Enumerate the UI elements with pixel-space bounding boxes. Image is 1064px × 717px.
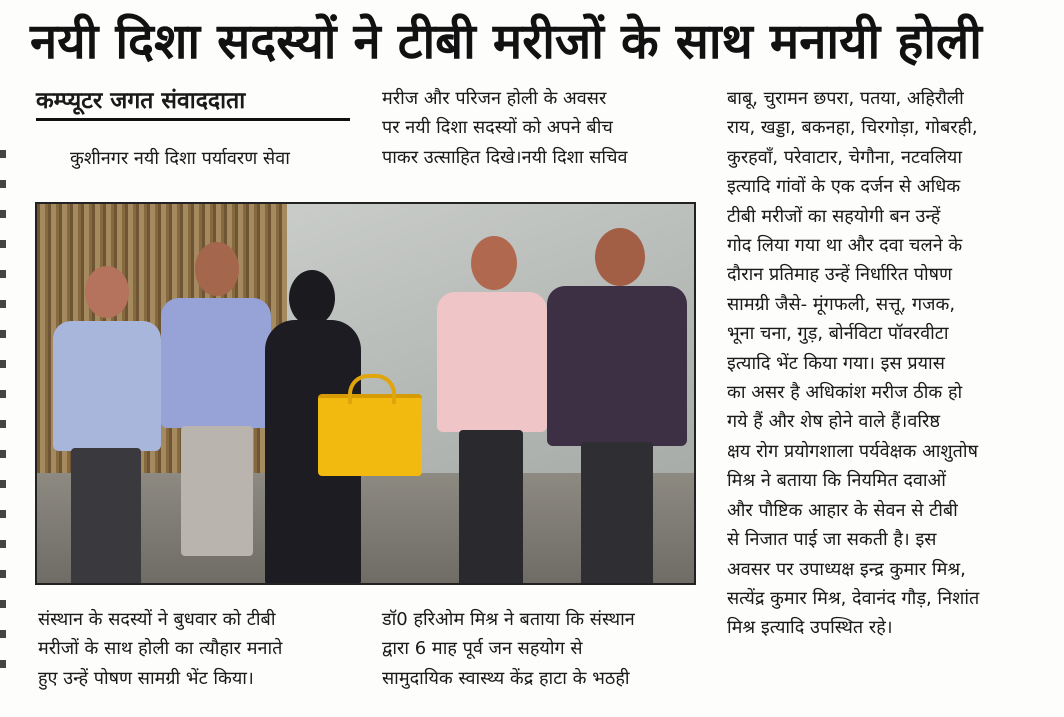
text-line: कुरहवाँ, परेवाटार, चेगौना, नटवलिया bbox=[727, 146, 963, 168]
byline: कम्प्यूटर जगत संवाददाता bbox=[36, 86, 350, 121]
text-line: टीबी मरीजों का सहयोगी बन उन्हें bbox=[727, 205, 941, 227]
adjacent-column-edge bbox=[0, 150, 6, 670]
text-line: सामग्री जैसे- मूंगफली, सत्तू, गजक, bbox=[727, 293, 956, 315]
text-line: भूना चना, गुड़, बोर्नविटा पॉवरवीटा bbox=[727, 323, 949, 345]
text-line: दौरान प्रतिमाह उन्हें निर्धारित पोषण bbox=[727, 264, 953, 286]
text-line: संस्थान के सदस्यों ने बुधवार को टीबी bbox=[38, 609, 276, 630]
article-column-left-bottom bbox=[38, 605, 354, 693]
text-line: बाबू, चुरामन छपरा, पतया, अहिरौली bbox=[727, 88, 964, 109]
headline: नयी दिशा सदस्यों ने टीबी मरीजों के साथ मनायी होली bbox=[30, 13, 982, 70]
person-4 bbox=[427, 236, 547, 585]
text-line: मरीज और परिजन होली के अवसर bbox=[382, 88, 607, 109]
article-column-middle-bottom bbox=[382, 605, 696, 693]
text-line: गोद लिया गया था और दवा चलने के bbox=[727, 235, 963, 257]
text-line: राय, खड्डा, बकनहा, चिरगोड़ा, गोबरही, bbox=[727, 117, 978, 139]
text-line: इत्यादि भेंट किया गया। इस प्रयास bbox=[727, 352, 945, 374]
text-line: मिश्र इत्यादि उपस्थित रहे। bbox=[727, 617, 893, 639]
text-line: हुए उन्हें पोषण सामग्री भेंट किया। bbox=[38, 667, 254, 689]
text-line: और पौष्टिक आहार के सेवन से टीबी bbox=[727, 499, 958, 521]
text-line: पर नयी दिशा सदस्यों को अपने बीच bbox=[382, 117, 613, 139]
text-line: अवसर पर उपाध्यक्ष इन्द्र कुमार मिश्र, bbox=[727, 558, 966, 580]
person-5 bbox=[547, 228, 687, 585]
lead-text: कुशीनगर नयी दिशा पर्यावरण सेवा bbox=[70, 148, 290, 169]
text-line: क्षय रोग प्रयोगशाला पर्यवेक्षक आशुतोष bbox=[727, 440, 978, 462]
text-line: डॉ0 हरिओम मिश्र ने बताया कि संस्थान bbox=[382, 609, 635, 630]
text-line: का असर है अधिकांश मरीज ठीक हो bbox=[727, 382, 963, 404]
text-line: सामुदायिक स्वास्थ्य केंद्र हाटा के भठही bbox=[382, 667, 630, 689]
text-line: मिश्र ने बताया कि नियमित दवाओं bbox=[727, 470, 946, 492]
text-line: गये हैं और शेष होने वाले हैं।वरिष्ठ bbox=[727, 411, 940, 433]
text-line: मरीजों के साथ होली का त्यौहार मनाते bbox=[38, 638, 283, 660]
text-line: इत्यादि गांवों के एक दर्जन से अधिक bbox=[727, 176, 961, 198]
article-column-right bbox=[727, 84, 1049, 643]
yellow-bag bbox=[318, 394, 422, 476]
text-line: पाकर उत्साहित दिखे।नयी दिशा सचिव bbox=[382, 146, 628, 168]
text-line: से निजात पाई जा सकती है। इस bbox=[727, 529, 937, 551]
person-2 bbox=[155, 242, 275, 582]
text-line: सत्येंद्र कुमार मिश्र, देवानंद गौड़, निशांत bbox=[727, 587, 980, 609]
text-line: द्वारा 6 माह पूर्व जन सहयोग से bbox=[382, 638, 583, 660]
article-column-middle-top bbox=[382, 84, 696, 172]
person-1 bbox=[45, 266, 165, 585]
news-photo bbox=[35, 202, 696, 585]
